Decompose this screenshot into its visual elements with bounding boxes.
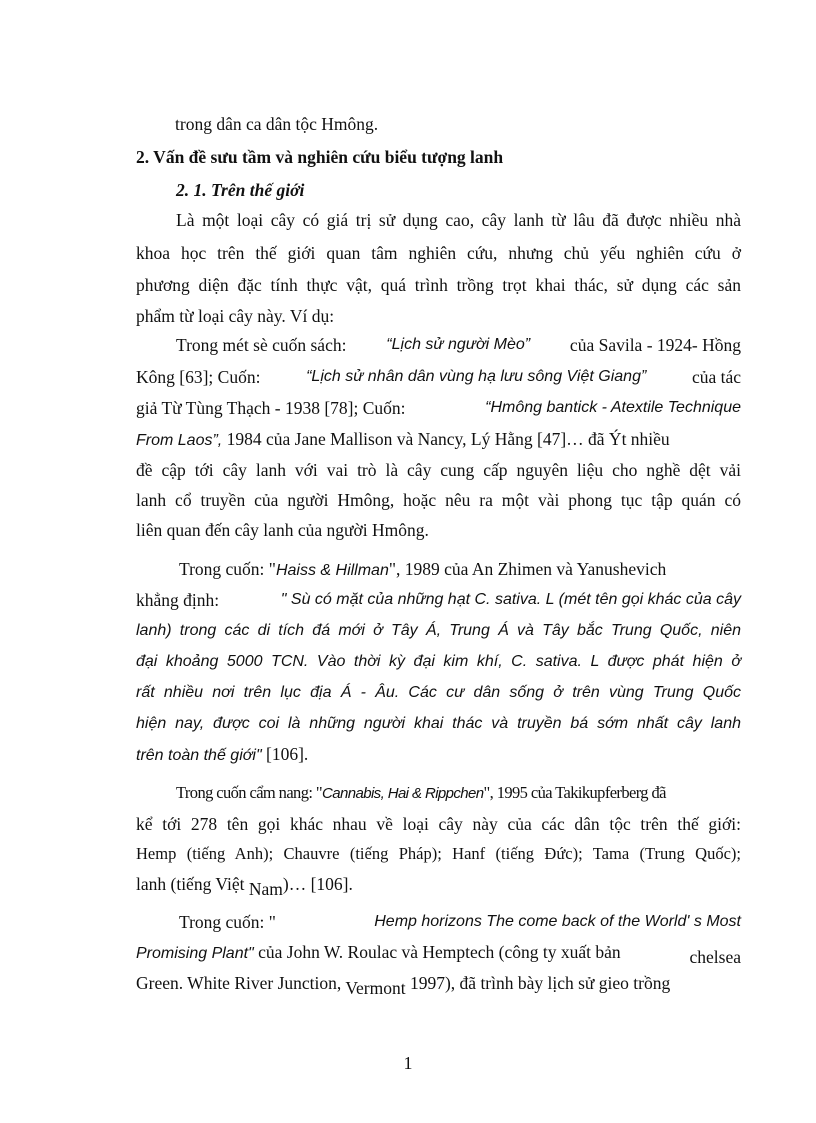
paragraph-line (176, 785, 741, 802)
text-run: của tác (691, 367, 741, 387)
book-title: Promising Plant" (136, 945, 254, 962)
paragraph-line: Hemp (tiếng Anh); Chauvre (tiếng Pháp); Hanf (tiếng Đức); Tama (Trung Quốc); (136, 844, 741, 863)
paragraph-line: phẩm từ loại cây này. Ví dụ: (136, 306, 335, 326)
book-title: Hemp horizons The come back of the World' s Most (374, 913, 741, 930)
text-run: giả Từ Tùng Thạch - 1938 [78]; Cuốn: (136, 398, 406, 418)
quotation-line: rất nhiều nơi trên lục địa Á - Âu. Các cư dân sống ở trên vùng Trung Quốc (136, 684, 741, 701)
text-run: Green. White River Junction, (136, 973, 342, 993)
text-run: khẳng định: (136, 590, 220, 610)
text-run: [106]. (261, 744, 309, 764)
quotation-line: lanh) trong các di tích đá mới ở Tây Á, Trung Á và Tây bắc Trung Quốc, niên (136, 622, 741, 639)
paragraph-line (136, 973, 671, 998)
paragraph-line: kể tới 278 tên gọi khác nhau về loại cây này của các dân tộc trên thế giới: (136, 814, 741, 834)
quotation-line: đại khoảng 5000 TCN. Vào thời kỳ đại kim khí, C. sativa. L được phát hiện ở (136, 653, 741, 670)
book-title: Cannabis, Hai & Rippchen (322, 785, 484, 802)
text-run: của Savila - 1924- Hồng (569, 335, 741, 355)
paragraph-line: phương diện đặc tính thực vật, quá trình trồng trọt khai thác, sử dụng các sản (136, 275, 741, 295)
paragraph-line (136, 431, 670, 449)
subsection-heading: 2. 1. Trên thế giới (176, 180, 305, 200)
quotation: " Sù có mặt của những hạt C. sativa. L (mét tên gọi khác của cây (280, 591, 741, 608)
book-title: “Lịch sử người Mèo” (386, 336, 531, 353)
paragraph-line (136, 942, 741, 967)
paragraph-line (136, 874, 353, 899)
text-run: Trong cuốn cẩm nang: " (176, 783, 322, 802)
paragraph-line: lanh cổ truyền của người Hmông, hoặc nêu ra một vài phong tục tập quán có (136, 490, 741, 510)
book-title: “Lịch sử nhân dân vùng hạ lưu sông Việt Giang” (306, 368, 647, 385)
text-run: Trong cuốn: " (179, 912, 276, 932)
paragraph-line (136, 369, 741, 387)
text-run: Nam (248, 879, 283, 899)
text-run: 1997), đã trình bày lịch sử gieo trồng (409, 973, 671, 993)
book-title: “Hmông bantick - Atextile Technique (485, 399, 741, 416)
paragraph-line: trong dân ca dân tộc Hmông. (175, 114, 379, 134)
text-run: Trong mét sè cuốn sách: (176, 335, 347, 355)
paragraph-line (136, 592, 741, 610)
text-run: Kông [63]; Cuốn: (136, 367, 261, 387)
book-title: From Laos”, (136, 432, 223, 449)
text-run: ", 1989 của An Zhimen và Yanushevich (388, 559, 667, 579)
paragraph-line (136, 400, 741, 418)
quotation: trên toàn thế giới" (136, 747, 262, 764)
text-run: ", 1995 của Takikupferberg đã (483, 783, 666, 802)
paragraph-line: đề cập tới cây lanh với vai trò là cây cung cấp nguyên liệu cho nghề dệt vải (136, 460, 741, 480)
paragraph-line (136, 746, 308, 764)
text-run: của John W. Roulac và Hemptech (công ty xuất bản (253, 942, 621, 962)
text-run: Vermont (345, 978, 406, 998)
text-run: )… [106]. (282, 874, 353, 894)
quotation-line: hiện nay, được coi là những người khai thác và truyền bá sớm nhất cây lanh (136, 715, 741, 732)
text-run: lanh (tiếng Việt (136, 874, 245, 894)
paragraph-line (179, 561, 741, 579)
paragraph-line (176, 337, 741, 355)
section-heading: 2. Vấn đề sưu tầm và nghiên cứu biểu tượng lanh (136, 147, 504, 167)
text-run: Trong cuốn: " (179, 559, 276, 579)
text-run: 1984 của Jane Mallison và Nancy, Lý Hằng [47]… đã Ýt nhiều (226, 429, 670, 449)
paragraph-line: khoa học trên thế giới quan tâm nghiên cứu, nhưng chủ yếu nghiên cứu ở (136, 243, 741, 263)
paragraph-line: liên quan đến cây lanh của người Hmông. (136, 520, 429, 540)
page-number: 1 (403, 1053, 413, 1073)
paragraph-line: Là một loại cây có giá trị sử dụng cao, cây lanh từ lâu đã được nhiều nhà (176, 210, 741, 230)
paragraph-line (179, 914, 741, 932)
text-run: chelsea (689, 947, 741, 967)
book-title: Haiss & Hillman (275, 562, 389, 579)
